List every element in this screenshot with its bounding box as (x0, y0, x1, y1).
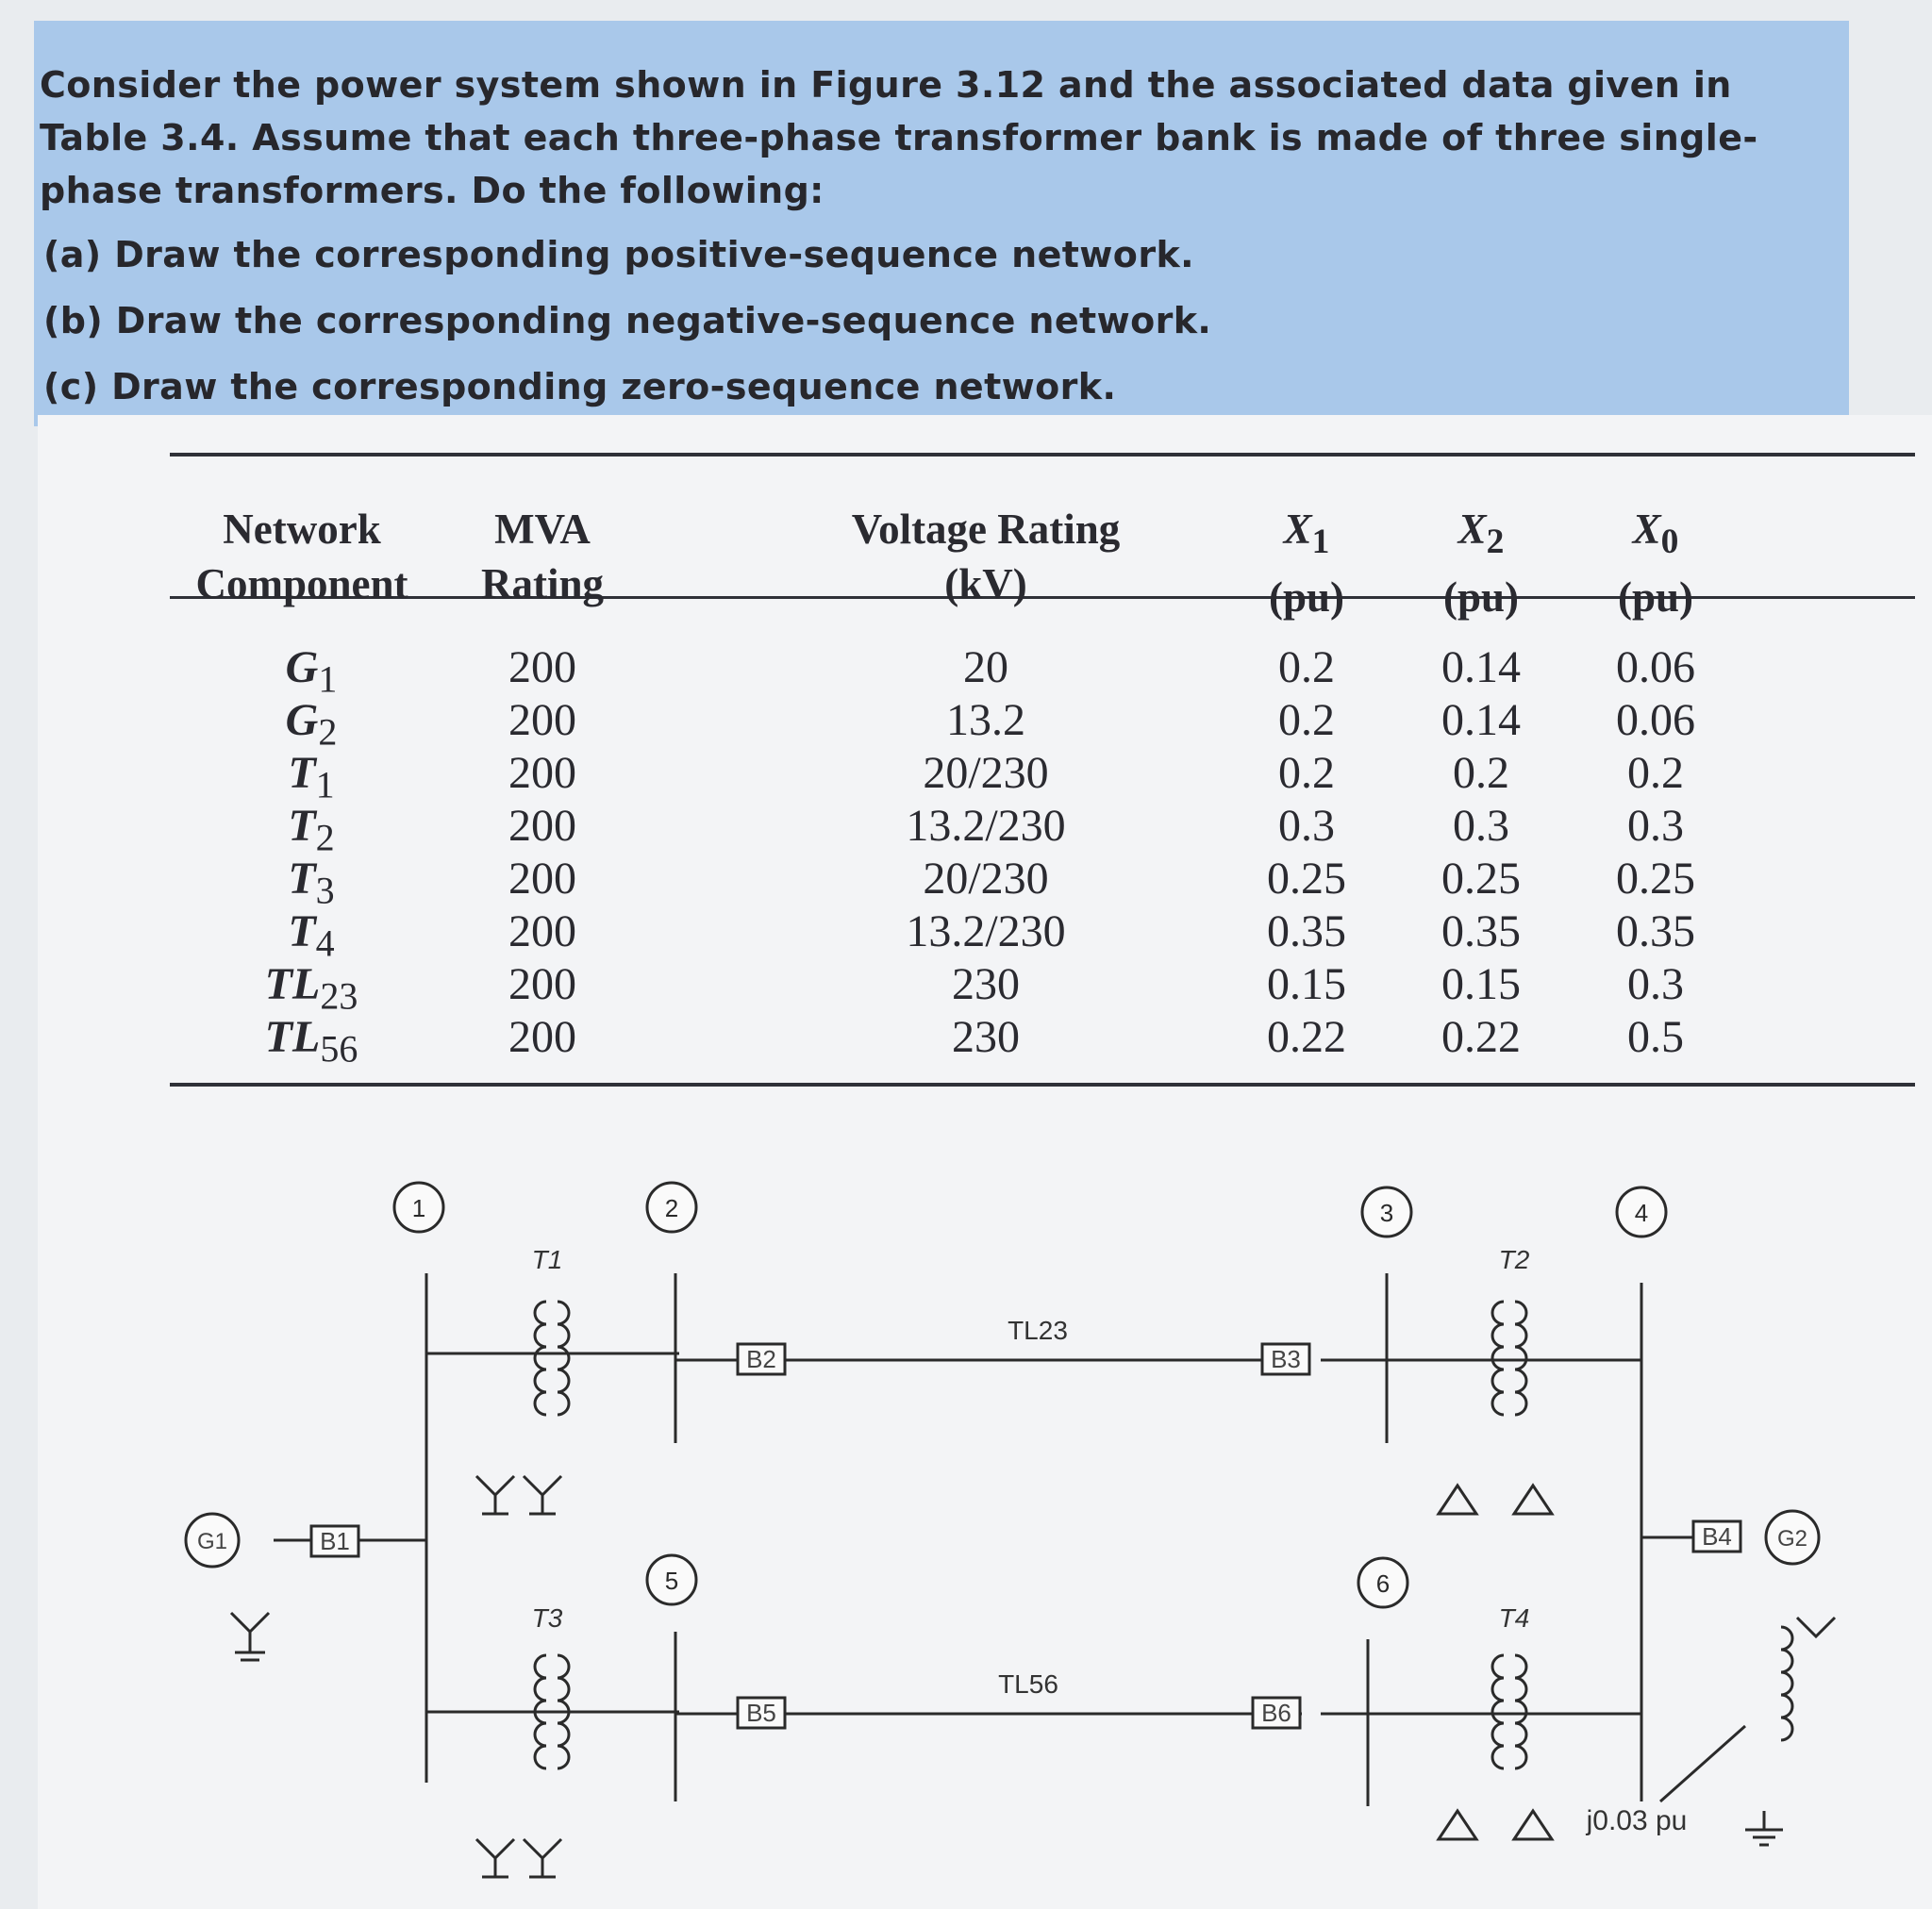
table-row-component: $T_3$ (288, 854, 335, 912)
table-cell-x2: 0.3 (1453, 801, 1509, 851)
table-cell-x1: 0.15 (1267, 959, 1346, 1009)
header-mva-rating: MVA Rating (480, 506, 604, 607)
grounding-reactor-coil (1781, 1627, 1792, 1740)
table-cell-x1: 0.35 (1267, 906, 1346, 956)
t2-label: T2 (1498, 1245, 1530, 1274)
table-cell-x0: 0.25 (1616, 854, 1695, 904)
table-cell-mva: 200 (508, 906, 576, 956)
reactor-arrow (1660, 1726, 1745, 1801)
column-voltage (868, 641, 1104, 1064)
breaker-b2-label: B2 (746, 1345, 776, 1373)
header-x1: $X_1$ (pu) (1268, 506, 1345, 621)
t2-delta-1 (1439, 1486, 1476, 1514)
table-cell-x0: 0.3 (1627, 801, 1684, 851)
table-cell-x1: 0.2 (1278, 695, 1335, 745)
part-b: (b) Draw the corresponding negative-sequence network. (43, 300, 1212, 341)
table-cell-x1: 0.2 (1278, 642, 1335, 692)
table-cell-kv: 230 (952, 959, 1020, 1009)
table-cell-x0: 0.35 (1616, 906, 1695, 956)
part-a: (a) Draw the corresponding positive-sequence network. (43, 234, 1194, 275)
table-cell-kv: 13.2 (946, 695, 1025, 745)
generator-g1-label: G1 (196, 1529, 228, 1554)
table-cell-x0: 0.3 (1627, 959, 1684, 1009)
table-cell-x0: 0.06 (1616, 642, 1695, 692)
table-cell-mva: 200 (508, 801, 576, 851)
table-cell-mva: 200 (508, 854, 576, 904)
table-cell-mva: 200 (508, 748, 576, 798)
bus-number-2-label: 2 (664, 1194, 679, 1222)
table-row-component: $T_1$ (288, 748, 335, 806)
t4-label: T4 (1498, 1603, 1530, 1633)
ground-symbol (1745, 1811, 1783, 1845)
tl56-label: TL56 (998, 1669, 1058, 1699)
power-system-diagram (0, 1151, 1932, 1909)
t1-wye-symbols (476, 1476, 561, 1514)
table-cell-kv: 20 (963, 642, 1008, 692)
column-x0 (1585, 641, 1726, 1064)
table-row-component: $TL_{23}$ (264, 959, 358, 1018)
table-row-component: $T_2$ (288, 801, 335, 859)
table-cell-x1: 0.25 (1267, 854, 1346, 904)
table-cell-x2: 0.25 (1441, 854, 1521, 904)
column-mva (481, 641, 604, 1064)
table-cell-x0: 0.5 (1627, 1012, 1684, 1062)
table-cell-x2: 0.22 (1441, 1012, 1521, 1062)
column-x2 (1410, 641, 1552, 1064)
bus-number-5-label: 5 (664, 1567, 679, 1595)
header-network-component: Network Component (195, 506, 408, 607)
g1-wye-symbol (231, 1613, 269, 1660)
table-cell-mva: 200 (508, 1012, 576, 1062)
table-cell-x1: 0.2 (1278, 748, 1335, 798)
table-cell-mva: 200 (508, 642, 576, 692)
table-row-component: $G_2$ (285, 695, 338, 754)
t2-coils (1492, 1302, 1526, 1415)
bus-number-1-label: 1 (411, 1194, 426, 1222)
bus-number-3-label: 3 (1379, 1199, 1394, 1227)
t4-delta-2 (1514, 1811, 1552, 1839)
table-cell-x0: 0.06 (1616, 695, 1695, 745)
table-cell-kv: 13.2/230 (906, 801, 1066, 851)
breaker-b1-label: B1 (320, 1527, 350, 1555)
t1-label: T1 (531, 1245, 563, 1274)
bus-number-4-label: 4 (1634, 1199, 1649, 1227)
table-cell-x2: 0.14 (1441, 642, 1521, 692)
generator-g2-label: G2 (1776, 1526, 1808, 1552)
table-cell-kv: 20/230 (923, 854, 1049, 904)
column-component (255, 641, 368, 1071)
table-top-rule (170, 453, 1915, 456)
table-row-component: $T_4$ (288, 906, 335, 965)
table-cell-kv: 13.2/230 (906, 906, 1066, 956)
table-row-component: $G_1$ (285, 642, 338, 701)
one-line-diagram (0, 1151, 1932, 1905)
t4-coils (1492, 1655, 1526, 1768)
t3-wye-symbols (476, 1839, 561, 1877)
t2-delta-2 (1514, 1486, 1552, 1514)
breaker-b6-label: B6 (1261, 1699, 1291, 1727)
header-x2: $X_2$ (pu) (1442, 506, 1520, 621)
table-cell-x2: 0.2 (1453, 748, 1509, 798)
breaker-b4-label: B4 (1702, 1522, 1732, 1551)
bus-number-6-label: 6 (1375, 1569, 1391, 1598)
tl23-label: TL23 (1008, 1316, 1068, 1345)
table-cell-x0: 0.2 (1627, 748, 1684, 798)
table-cell-mva: 200 (508, 959, 576, 1009)
breaker-b3-label: B3 (1271, 1345, 1301, 1373)
t3-label: T3 (531, 1603, 563, 1633)
t1-coils (535, 1302, 569, 1415)
t4-delta-1 (1439, 1811, 1476, 1839)
column-x1 (1236, 641, 1377, 1064)
table-cell-mva: 200 (508, 695, 576, 745)
header-x0: $X_0$ (pu) (1617, 506, 1694, 621)
table-cell-kv: 20/230 (923, 748, 1049, 798)
breaker-b5-label: B5 (746, 1699, 776, 1727)
table-cell-x1: 0.22 (1267, 1012, 1346, 1062)
table-cell-x2: 0.14 (1441, 695, 1521, 745)
table-cell-x1: 0.3 (1278, 801, 1335, 851)
table-row-component: $TL_{56}$ (264, 1012, 358, 1071)
problem-intro: Consider the power system shown in Figure 3.12 and the associated data given in Table 3.4. Assume that each three-phase transformer bank is made of three single-phase transformers. Do the following: (40, 64, 1758, 211)
g2-wye-symbol (1797, 1618, 1835, 1636)
table-bottom-rule (170, 1083, 1915, 1087)
header-voltage-rating: Voltage Rating (kV) (851, 506, 1121, 607)
part-c: (c) Draw the corresponding zero-sequence network. (43, 366, 1117, 407)
table-cell-kv: 230 (952, 1012, 1020, 1062)
table-cell-x2: 0.35 (1441, 906, 1521, 956)
problem-statement (34, 21, 1849, 426)
table-cell-x2: 0.15 (1441, 959, 1521, 1009)
grounding-reactance-label: j0.03 pu (1586, 1805, 1688, 1836)
